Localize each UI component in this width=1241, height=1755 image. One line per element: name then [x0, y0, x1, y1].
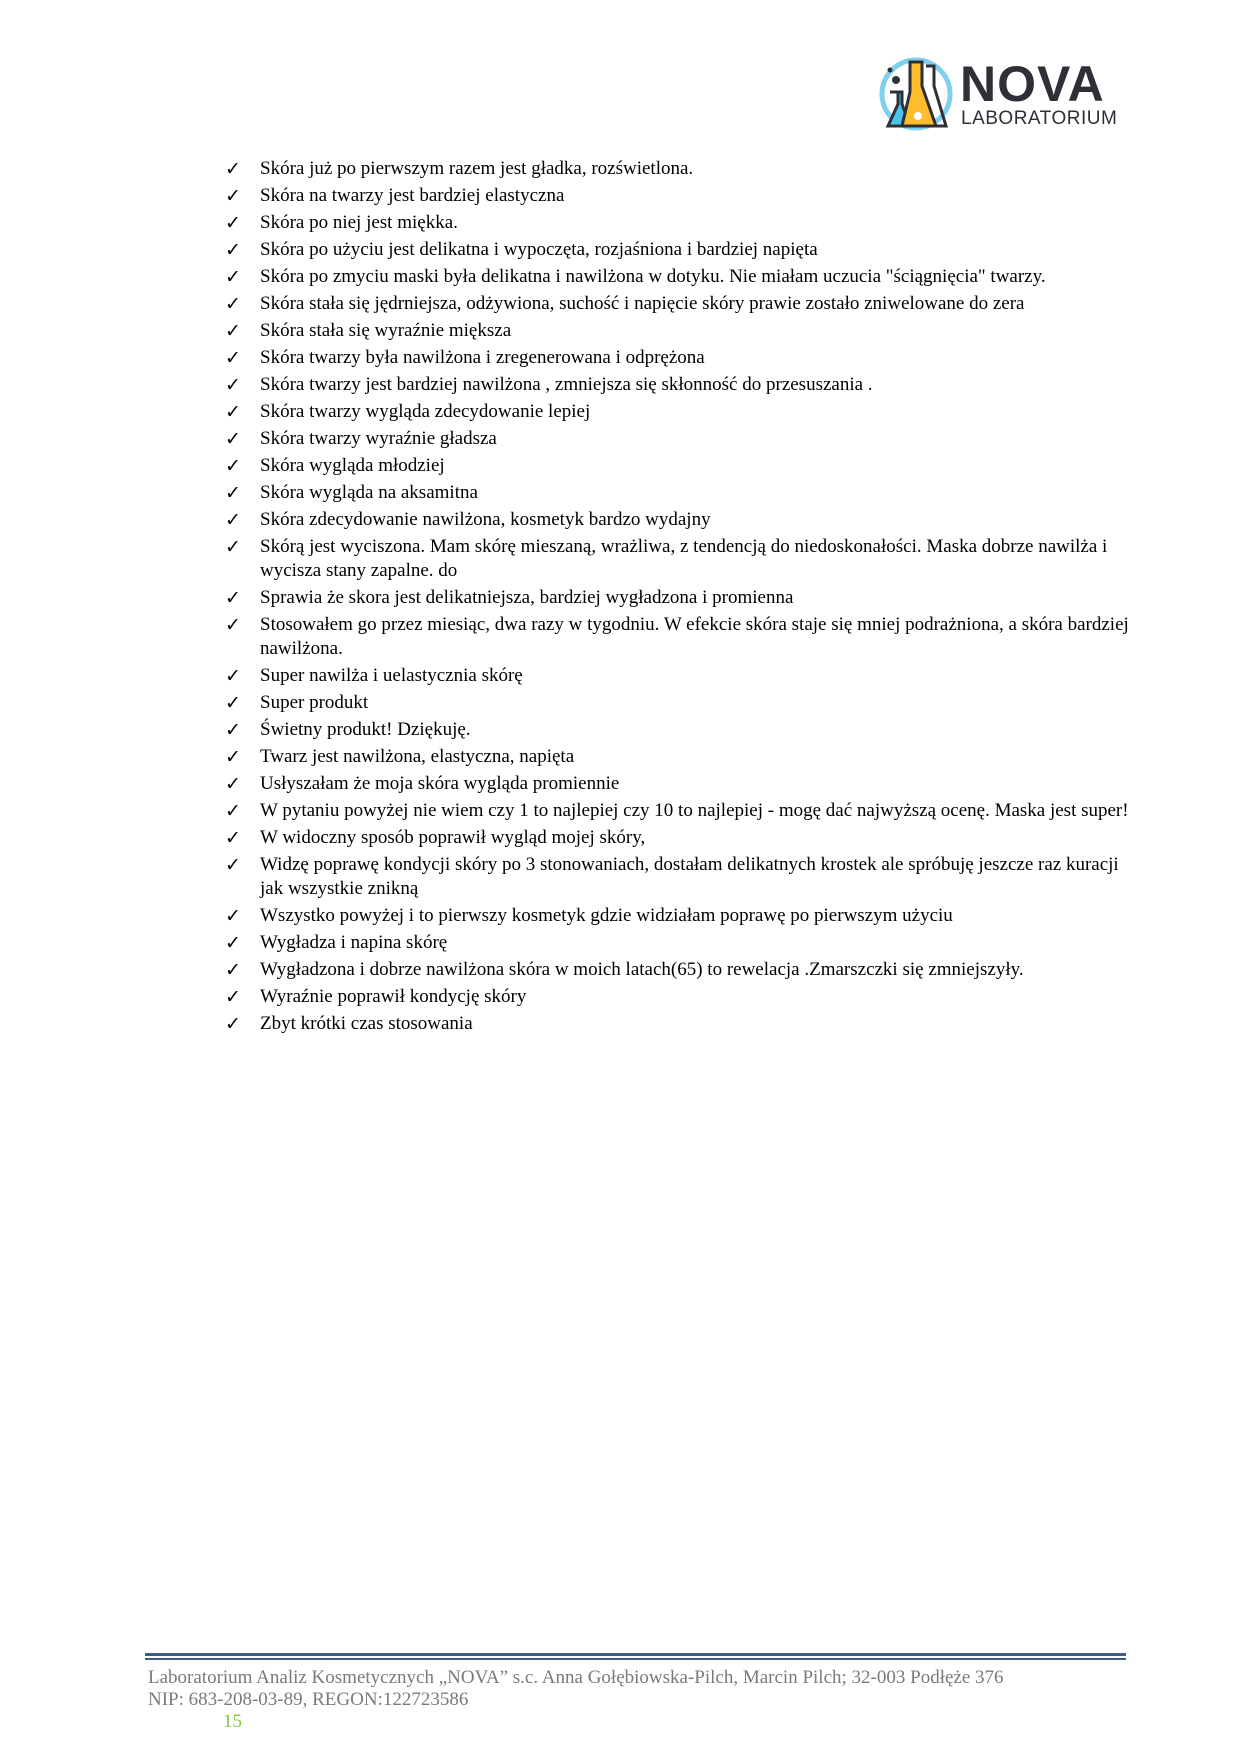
list-item: ✓ W pytaniu powyżej nie wiem czy 1 to najlepiej czy 10 to najlepiej - mogę dać najwyższą ocenę. Maska jest super! — [225, 800, 1129, 822]
page-number: 15 — [223, 1711, 242, 1732]
checkmark-icon: ✓ — [225, 401, 241, 423]
list-item: ✓ Skóra zdecydowanie nawilżona, kosmetyk bardzo wydajny — [225, 509, 711, 531]
checkmark-icon: ✓ — [225, 692, 241, 714]
list-item: ✓ Wyraźnie poprawił kondycję skóry — [225, 986, 527, 1008]
checkmark-icon: ✓ — [225, 905, 241, 927]
list-item: ✓ Sprawia że skora jest delikatniejsza, bardziej wygładzona i promienna — [225, 587, 794, 609]
footer — [148, 1667, 1004, 1711]
list-item: ✓ Skóra stała się wyraźnie miększa — [225, 320, 512, 342]
checkmark-icon: ✓ — [225, 482, 241, 504]
list-item: ✓ Zbyt krótki czas stosowania — [225, 1013, 473, 1035]
checkmark-icon: ✓ — [225, 374, 241, 396]
checkmark-icon: ✓ — [225, 239, 241, 261]
footer-divider — [145, 1653, 1126, 1656]
flask-icon — [876, 56, 958, 136]
checkmark-icon: ✓ — [225, 158, 241, 180]
checkmark-icon: ✓ — [225, 1013, 241, 1035]
list-item: ✓ Super produkt — [225, 692, 369, 714]
checkmark-icon: ✓ — [225, 293, 241, 315]
list-item: ✓ Skóra na twarzy jest bardziej elastyczna — [225, 185, 565, 207]
list-item: ✓ Wszystko powyżej i to pierwszy kosmetyk gdzie widziałam poprawę po pierwszym użyciu — [225, 905, 953, 927]
list-item: ✓ Twarz jest nawilżona, elastyczna, napięta — [225, 746, 575, 768]
list-item: ✓ Stosowałem go przez miesiąc, dwa razy w tygodniu. W efekcie skóra staje się mniej podrażniona, a skóra bardziej nawilżona. — [225, 614, 1129, 659]
checkmark-icon: ✓ — [225, 746, 241, 768]
list-item: ✓ Skóra po niej jest miękka. — [225, 212, 458, 234]
checkmark-icon: ✓ — [225, 536, 241, 558]
checkmark-icon: ✓ — [225, 827, 241, 849]
list-item: ✓ Widzę poprawę kondycji skóry po 3 stonowaniach, dostałam delikatnych krostek ale spróbuję jeszcze raz kuracji jak wszystkie znikną — [225, 854, 1119, 899]
list-item: ✓ Skóra twarzy wygląda zdecydowanie lepiej — [225, 401, 591, 423]
nova-logo — [876, 56, 1116, 136]
checkmark-icon: ✓ — [225, 800, 241, 822]
checkmark-icon: ✓ — [225, 587, 241, 609]
list-item: ✓ Usłyszałam że moja skóra wygląda promiennie — [225, 773, 620, 795]
checkmark-icon: ✓ — [225, 347, 241, 369]
checkmark-icon: ✓ — [225, 614, 241, 636]
checkmark-icon: ✓ — [225, 773, 241, 795]
list-item: ✓ Skóra już po pierwszym razem jest gładka, rozświetlona. — [225, 158, 694, 180]
feedback-checklist — [225, 157, 1145, 1039]
list-item: ✓ Skóra wygląda na aksamitna — [225, 482, 478, 504]
checkmark-icon: ✓ — [225, 212, 241, 234]
list-item: ✓ Wygładza i napina skórę — [225, 932, 448, 954]
list-item: ✓ Skóra po zmyciu maski była delikatna i nawilżona w dotyku. Nie miałam uczucia "ściągnięcia" twarzy. — [225, 266, 1046, 288]
logo-title: NOVA — [960, 56, 1105, 112]
footer-divider-thin — [145, 1658, 1126, 1660]
checkmark-icon: ✓ — [225, 509, 241, 531]
checkmark-icon: ✓ — [225, 455, 241, 477]
checkmark-icon: ✓ — [225, 719, 241, 741]
logo-subtitle: LABORATORIUM — [961, 108, 1118, 129]
list-item: ✓ Skóra twarzy jest bardziej nawilżona , zmniejsza się skłonność do przesuszania . — [225, 374, 873, 396]
list-item: ✓ Skóra wygląda młodziej — [225, 455, 445, 477]
checkmark-icon: ✓ — [225, 266, 241, 288]
checkmark-icon: ✓ — [225, 854, 241, 876]
list-item: ✓ Wygładzona i dobrze nawilżona skóra w moich latach(65) to rewelacja .Zmarszczki się zmniejszyły. — [225, 959, 1024, 981]
list-item: ✓ Super nawilża i uelastycznia skórę — [225, 665, 523, 687]
footer-address: Laboratorium Analiz Kosmetycznych „NOVA” s.c. Anna Gołębiowska-Pilch, Marcin Pilch; 32-003 Podłęże 376 — [148, 1667, 1004, 1688]
checkmark-icon: ✓ — [225, 185, 241, 207]
list-item: ✓ Skóra twarzy wyraźnie gładsza — [225, 428, 497, 450]
list-item: ✓ Skóra po użyciu jest delikatna i wypoczęta, rozjaśniona i bardziej napięta — [225, 239, 818, 261]
checkmark-icon: ✓ — [225, 665, 241, 687]
list-item: ✓ W widoczny sposób poprawił wygląd mojej skóry, — [225, 827, 646, 849]
list-item: ✓ Skóra stała się jędrniejsza, odżywiona, suchość i napięcie skóry prawie zostało zniwelowane do zera — [225, 293, 1025, 315]
checkmark-icon: ✓ — [225, 428, 241, 450]
checkmark-icon: ✓ — [225, 320, 241, 342]
checkmark-icon: ✓ — [225, 959, 241, 981]
list-item: ✓ Skórą jest wyciszona. Mam skórę mieszaną, wrażliwa, z tendencją do niedoskonałości. Maska dobrze nawilża i wycisza stany zapalne. do — [225, 536, 1108, 581]
footer-registry: NIP: 683-208-03-89, REGON:122723586 — [148, 1689, 469, 1710]
list-item: ✓ Skóra twarzy była nawilżona i zregenerowana i odprężona — [225, 347, 705, 369]
checkmark-icon: ✓ — [225, 932, 241, 954]
list-item: ✓ Świetny produkt! Dziękuję. — [225, 719, 471, 741]
checkmark-icon: ✓ — [225, 986, 241, 1008]
